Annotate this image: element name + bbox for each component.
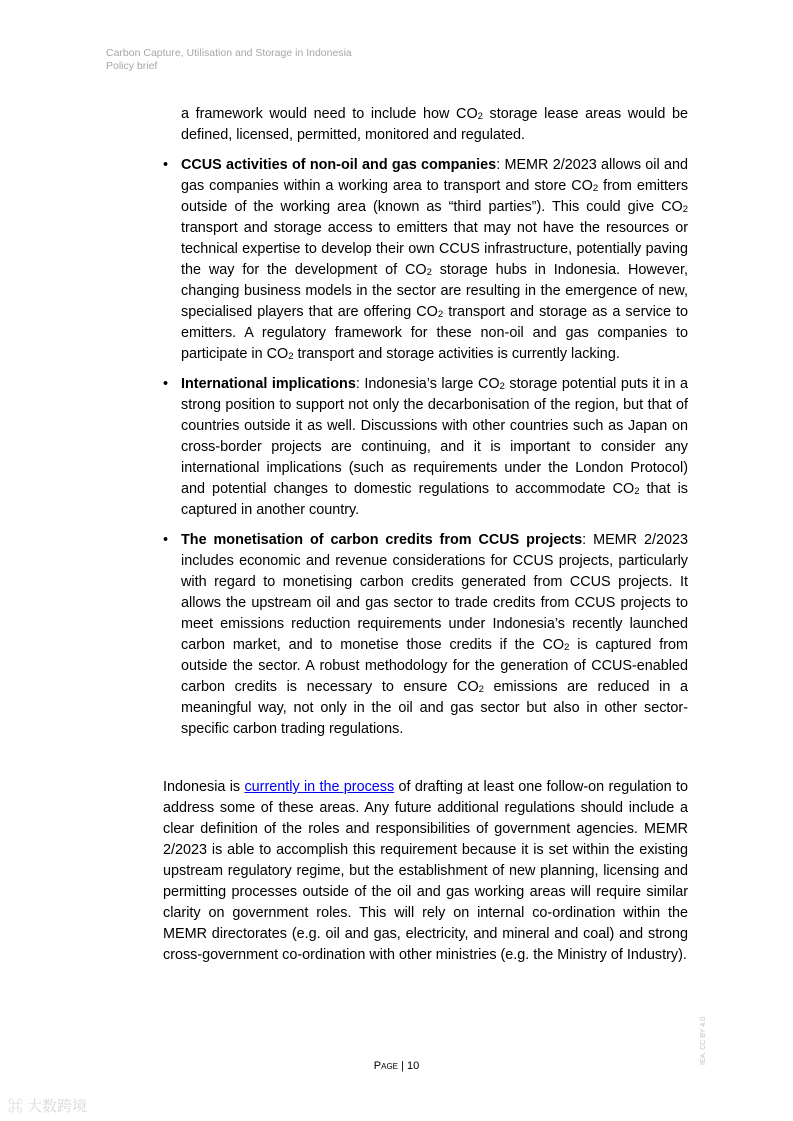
page-label: Page: [373, 1060, 398, 1072]
document-subtitle: Policy brief: [106, 60, 158, 72]
continuation-paragraph: a framework would need to include how $CO_2$ storage lease areas would be defined, licensed, permitted, monitored and regulated.: [181, 106, 688, 143]
watermark-logo-icon: ⌘: [8, 1098, 28, 1115]
page-footer: Page | 10: [373, 1060, 420, 1072]
bullet-item-non-oil-gas: • CCUS activities of non-oil and gas companies: MEMR 2/2023 allows oil and gas companies within a working area to transport and store $CO_2$ from emitters outside of the working area (known as “third parties”). This could give $CO_2$ transport and storage access to emitters that may not have the resources or technical expertise to develop their own CCUS infrastructure, potentially paving the way for the development of $CO_2$ storage hubs in Indonesia. However, changing business models in the sector are resulting in the emergence of new, specialised players that are offering $CO_2$ transport and storage as a service to emitters. A regulatory framework for these non-oil and gas companies to participate in $CO_2$ transport and storage activities is currently lacking.: [163, 157, 689, 362]
page-content: [163, 104, 688, 966]
process-link[interactable]: currently in the process: [244, 779, 395, 795]
bullet-item-international: • International implications: Indonesia’s large $CO_2$ storage potential puts it in a strong position to support not only the decarbonisation of the region, but that of countries outside it as well. Discussions with other countries such as Japan on cross-border projects are continuing, and it is important to consider any international implications (such as requirements under the London Protocol) and potential changes to domestic regulations to accommodate $CO_2$ that is captured in another country.: [163, 376, 688, 518]
body-paragraph: Indonesia is currently in the process of drafting at least one follow-on regulation to address some of these areas. Any future additional regulations should include a clear definition of the roles and responsibilities of government agencies. MEMR 2/2023 is able to accomplish this requirement because it is set within the existing upstream regulatory regime, but the establishment of new planning, licensing and permitting processes outside of the oil and gas working areas will require similar clarity on government roles. This will rely on internal co-ordination within the MEMR directorates (e.g. oil and gas, electricity, and mineral and coal) and strong cross-government co-ordination with other ministries (e.g. the Ministry of Industry).: [163, 779, 688, 963]
license-note: IEA. CC BY 4.0.: [700, 1014, 707, 1065]
bullet-heading: International implications: [181, 376, 356, 392]
bullet-icon: •: [163, 376, 169, 392]
page-number: 10: [406, 1060, 420, 1072]
bullet-icon: •: [163, 532, 169, 548]
bullet-item-carbon-credits: • The monetisation of carbon credits from CCUS projects: MEMR 2/2023 includes economic and revenue considerations for CCUS projects, particularly with regard to monetising carbon credits generated from CCUS projects. It allows the upstream oil and gas sector to trade credits from CCUS projects to meet emissions reduction requirements under Indonesia’s recently launched carbon market, and to monetise those credits if the $CO_2$ is captured from outside the sector. A robust methodology for the generation of CCUS-enabled carbon credits is necessary to ensure $CO_2$ emissions are reduced in a meaningful way, not only in the oil and gas sector but also in other sector-specific carbon trading regulations.: [163, 532, 688, 737]
watermark: ⌘ 大数跨境: [8, 1098, 88, 1115]
document-title: Carbon Capture, Utilisation and Storage in Indonesia: [106, 47, 352, 59]
bullet-heading: The monetisation of carbon credits from CCUS projects: [181, 532, 583, 548]
bullet-heading: CCUS activities of non-oil and gas companies: [181, 157, 497, 173]
running-header: [106, 47, 352, 73]
bullet-list: [163, 155, 688, 740]
bullet-icon: •: [163, 157, 169, 173]
